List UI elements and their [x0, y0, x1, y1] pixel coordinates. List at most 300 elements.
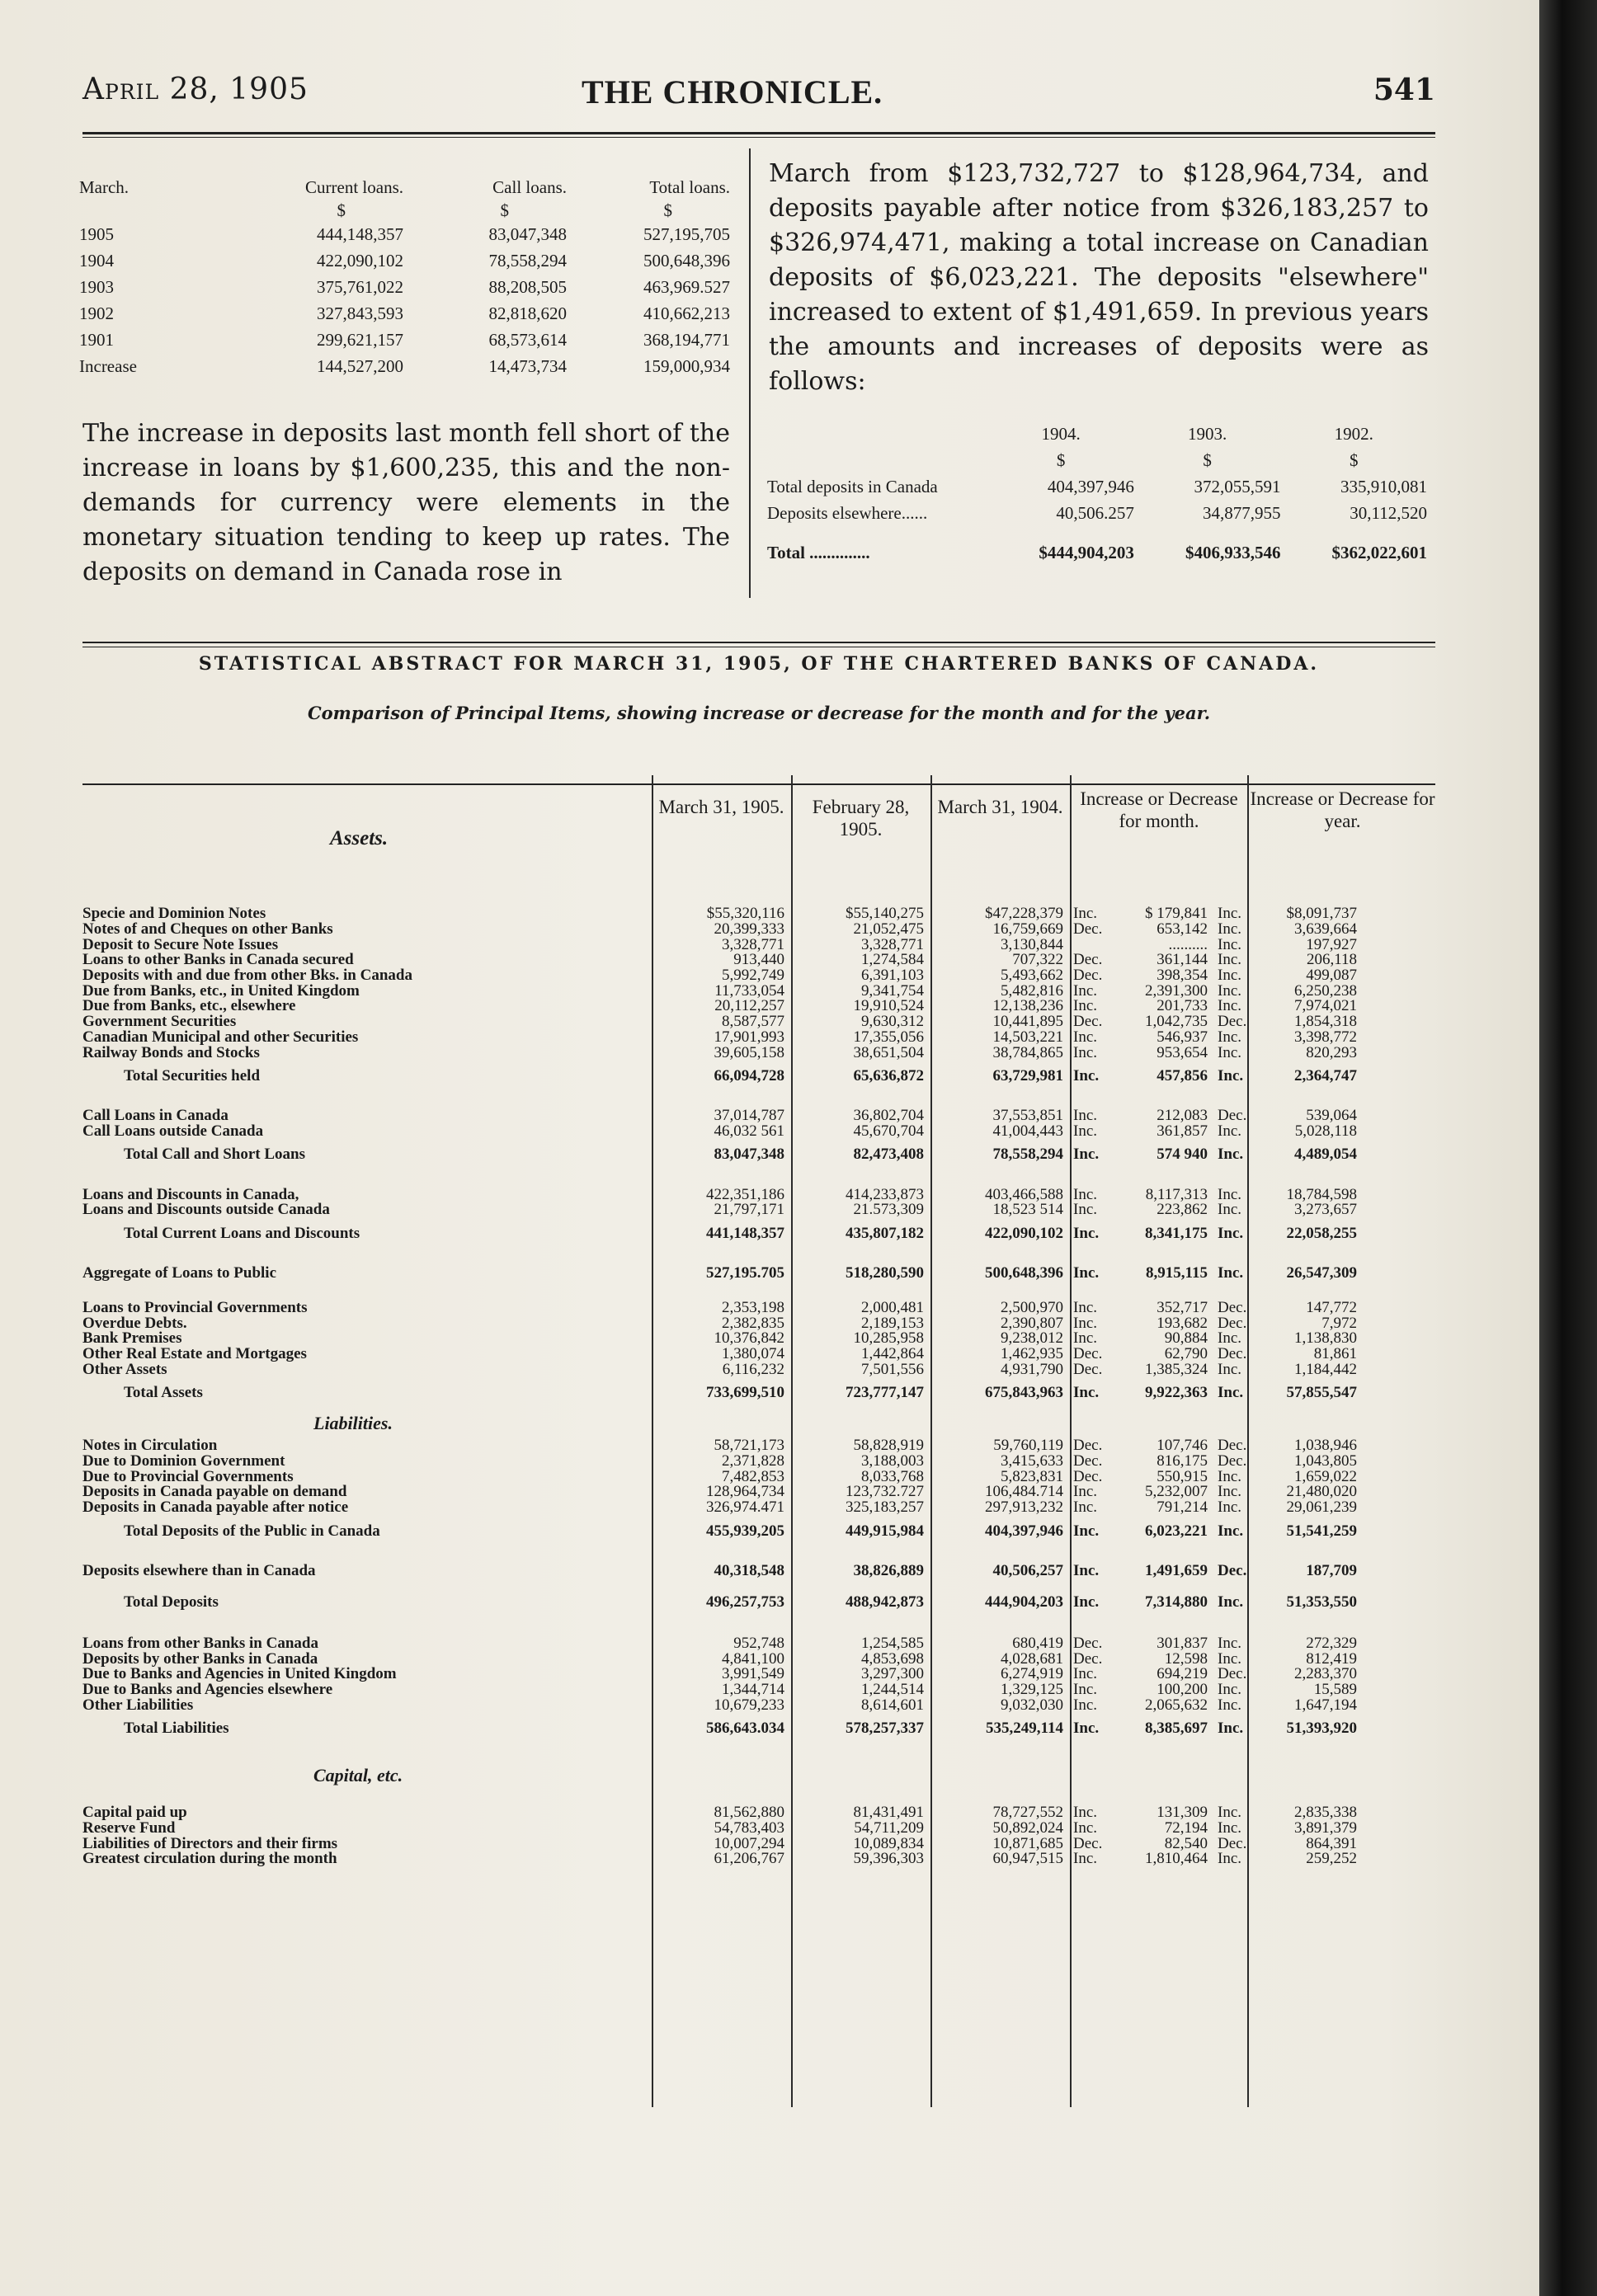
month-direction-cell: Inc. [1073, 1593, 1100, 1611]
total-row [82, 1713, 1435, 1744]
feb-1905-cell: 414,233,873 [846, 1185, 924, 1203]
feb-1905-cell: 45,670,704 [853, 1122, 924, 1140]
mar-1904-cell: 14,503,221 [992, 1028, 1063, 1046]
year-direction-cell: Dec. [1218, 1013, 1247, 1031]
header-cell: Total loans. [649, 176, 730, 197]
year-change-cell: 1,659,022 [1294, 1467, 1357, 1485]
table-row [82, 1818, 1435, 1837]
month-direction-cell: Inc. [1073, 905, 1098, 923]
col-header-feb1905: February 28, 1905. [812, 797, 910, 840]
table-row [767, 500, 1427, 526]
year-change-cell: 2,364,747 [1294, 1066, 1357, 1084]
mar-1904-cell: 59,760,119 [993, 1437, 1063, 1455]
feb-1905-cell: 1,254,585 [861, 1634, 924, 1652]
month-direction-cell: Inc. [1073, 1263, 1100, 1282]
row-label: Deposits elsewhere...... [767, 502, 928, 523]
feb-1905-cell: 21.573,309 [853, 1201, 924, 1219]
mar-1904-cell: 3,130,844 [1001, 935, 1063, 953]
mar-1904-cell: 10,441,895 [992, 1013, 1063, 1031]
feb-1905-cell: 59,396,303 [853, 1850, 924, 1868]
mar-1905-cell: 8,587,577 [722, 1013, 784, 1031]
year-change-cell: 197,927 [1306, 935, 1357, 953]
total-row [82, 1587, 1435, 1618]
value-cell: 30,112,520 [1350, 502, 1428, 523]
row-label: Other Assets [82, 1360, 167, 1378]
mar-1904-cell: 5,823,831 [1001, 1467, 1063, 1485]
year-direction-cell: Inc. [1218, 1483, 1242, 1501]
header-cell: Call loans. [492, 176, 567, 197]
year-change-cell: 51,393,920 [1286, 1719, 1357, 1737]
month-direction-cell: Inc. [1073, 1314, 1098, 1332]
mar-1904-cell: 707,322 [1012, 951, 1063, 969]
year-direction-cell: Inc. [1218, 1804, 1242, 1822]
section-rule [82, 642, 1435, 643]
month-change-cell: 361,857 [1157, 1122, 1208, 1140]
col-header-month-change: Increase or Decrease for month. [1080, 788, 1238, 831]
feb-1905-cell: 81,431,491 [853, 1804, 924, 1822]
paragraph-text: March from $123,732,727 to $128,964,734, and deposits payable after notice from $326,183,257 to $326,974,471, making a total increase on Canadian deposits of $6,023,221. The deposits "elsewhere" increased to extent of $1,491,659. In previous years the amounts and increases of deposits were as follows: [769, 159, 1429, 396]
feb-1905-cell: 10,285,958 [853, 1329, 924, 1348]
year-direction-cell: Inc. [1218, 1146, 1244, 1164]
feb-1905-cell: 518,280,590 [846, 1263, 924, 1282]
year-direction-cell: Dec. [1218, 1561, 1247, 1579]
month-change-cell: 574 940 [1157, 1146, 1208, 1164]
table-row [82, 1651, 1435, 1667]
mar-1905-cell: 913,440 [733, 951, 784, 969]
year-change-cell: 187,709 [1306, 1561, 1357, 1579]
mar-1905-cell: 952,748 [733, 1634, 784, 1652]
year-direction-cell: Inc. [1218, 1043, 1242, 1061]
row-label: Loans and Discounts outside Canada [82, 1201, 330, 1219]
row-label: Loans and Discounts in Canada, [82, 1185, 299, 1203]
value-cell: $406,933,546 [1185, 542, 1281, 562]
table-row [82, 999, 1435, 1014]
value-cell: 372,055,591 [1194, 476, 1281, 496]
mar-1904-cell: 9,238,012 [1001, 1329, 1063, 1348]
table-row [767, 473, 1427, 500]
feb-1905-cell: 38,826,889 [853, 1561, 924, 1579]
table-row [82, 1331, 1435, 1347]
table-row [82, 1667, 1435, 1682]
total-loans-cell: 410,662,213 [643, 303, 730, 323]
row-label: Liabilities of Directors and their firms [82, 1834, 338, 1852]
year-direction-cell: Inc. [1218, 997, 1242, 1015]
table-row [82, 1805, 1435, 1821]
total-loans-cell: 159,000,934 [643, 355, 730, 376]
table-row [82, 1836, 1435, 1851]
liabilities-heading: Liabilities. [313, 1413, 393, 1434]
call-loans-cell: 88,208,505 [488, 276, 567, 297]
call-loans-cell: 83,047,348 [488, 223, 567, 244]
table-row [82, 1851, 1435, 1867]
month-change-cell: 653,142 [1157, 920, 1208, 939]
month-change-cell: 398,354 [1157, 967, 1208, 985]
mar-1904-cell: 680,419 [1012, 1634, 1063, 1652]
total-row [82, 1218, 1435, 1249]
month-change-cell: 62,790 [1164, 1345, 1208, 1363]
year-direction-cell: Inc. [1218, 1066, 1244, 1084]
feb-1905-cell: 19,910,524 [853, 997, 924, 1015]
feb-1905-cell: 10,089,834 [853, 1834, 924, 1852]
mar-1904-cell: 500,648,396 [985, 1263, 1063, 1282]
mar-1904-cell: 10,871,685 [992, 1834, 1063, 1852]
row-label: Government Securities [82, 1013, 237, 1031]
row-spacer [82, 1618, 1435, 1636]
mar-1905-cell: 441,148,357 [706, 1224, 784, 1242]
month-direction-cell: Dec. [1073, 967, 1103, 985]
month-change-cell: 352,717 [1157, 1298, 1208, 1316]
row-label: Total Current Loans and Discounts [124, 1224, 360, 1242]
month-direction-cell: Dec. [1073, 1649, 1103, 1668]
year-direction-cell: Inc. [1218, 1224, 1244, 1242]
mar-1905-cell: 10,376,842 [714, 1329, 784, 1348]
month-change-cell: 223,862 [1157, 1201, 1208, 1219]
mar-1905-cell: $55,320,116 [706, 905, 784, 923]
mar-1905-cell: 4,841,100 [722, 1649, 784, 1668]
table-row [82, 1347, 1435, 1362]
assets-heading: Assets. [330, 827, 389, 849]
year-direction-cell: Dec. [1218, 1107, 1247, 1125]
year-change-cell: 1,038,946 [1294, 1437, 1357, 1455]
month-direction-cell: Inc. [1073, 1122, 1098, 1140]
loans-table [79, 175, 731, 379]
month-direction-cell: Inc. [1073, 1719, 1100, 1737]
table-top-rule [82, 783, 1435, 785]
year-change-cell: 272,329 [1306, 1634, 1357, 1652]
month-change-cell: 301,837 [1157, 1634, 1208, 1652]
month-direction-cell: Inc. [1073, 1665, 1098, 1683]
month-change-cell: 107,746 [1157, 1437, 1208, 1455]
month-change-cell: 1,810,464 [1145, 1850, 1208, 1868]
year-direction-cell: Dec. [1218, 1314, 1247, 1332]
row-label: Loans from other Banks in Canada [82, 1634, 318, 1652]
row-label: Deposit to Secure Note Issues [82, 935, 279, 953]
row-spacer [82, 1092, 1435, 1108]
month-change-cell: 1,491,659 [1145, 1561, 1208, 1579]
feb-1905-cell: 82,473,408 [853, 1146, 924, 1164]
row-label: Due to Banks and Agencies in United Kingdom [82, 1665, 397, 1683]
mar-1904-cell: 3,415,633 [1001, 1452, 1063, 1470]
feb-1905-cell: 3,188,003 [861, 1452, 924, 1470]
feb-1905-cell: 4,853,698 [861, 1649, 924, 1668]
feb-1905-cell: 21,052,475 [853, 920, 924, 939]
year-change-cell: 1,647,194 [1294, 1696, 1357, 1714]
month-change-cell: 8,117,313 [1145, 1185, 1208, 1203]
month-direction-cell: Inc. [1073, 1680, 1098, 1698]
row-label: Total Securities held [124, 1066, 261, 1084]
statistical-abstract-table [82, 788, 1435, 1867]
year-direction-cell: Inc. [1218, 1850, 1242, 1868]
month-change-cell: 816,175 [1157, 1452, 1208, 1470]
row-label: Due to Dominion Government [82, 1452, 285, 1470]
month-direction-cell: Inc. [1073, 1028, 1098, 1046]
month-change-cell: 9,922,363 [1145, 1384, 1208, 1402]
mar-1904-cell: 5,482,816 [1001, 981, 1063, 1000]
row-label: Due to Banks and Agencies elsewhere [82, 1680, 333, 1698]
table-row [79, 300, 731, 327]
mar-1905-cell: 1,344,714 [722, 1680, 784, 1698]
current-loans-cell: 327,843,593 [317, 303, 403, 323]
year-direction-cell: Inc. [1218, 951, 1242, 969]
table-row [82, 1298, 1435, 1316]
mar-1904-cell: 675,843,963 [985, 1384, 1063, 1402]
year-direction-cell: Inc. [1218, 1649, 1242, 1668]
year-cell: 1902. [1334, 423, 1373, 444]
year-change-cell: 206,118 [1306, 951, 1357, 969]
mar-1904-cell: 422,090,102 [985, 1224, 1063, 1242]
month-direction-cell: Dec. [1073, 1013, 1103, 1031]
month-direction-cell: Inc. [1073, 1066, 1100, 1084]
mar-1905-cell: 46,032 561 [714, 1122, 784, 1140]
month-direction-cell: Dec. [1073, 920, 1103, 939]
unit-cell: $ [663, 200, 672, 220]
table-row [79, 221, 731, 247]
mar-1904-cell: 50,892,024 [992, 1818, 1063, 1837]
row-label: Call Loans in Canada [82, 1107, 228, 1125]
year-change-cell: 812,419 [1306, 1649, 1357, 1668]
year-direction-cell: Inc. [1218, 1467, 1242, 1485]
table-row [79, 274, 731, 300]
month-change-cell: 5,232,007 [1145, 1483, 1208, 1501]
col-header-mar1905: March 31, 1905. [658, 797, 784, 817]
year-change-cell: 26,547,309 [1286, 1263, 1357, 1282]
year-direction-cell: Dec. [1218, 1665, 1247, 1683]
table-row [82, 1484, 1435, 1500]
row-label: Total Liabilities [124, 1719, 229, 1737]
year-change-cell: $8,091,737 [1286, 905, 1357, 923]
mar-1905-cell: 422,351,186 [706, 1185, 784, 1203]
mar-1904-cell: 1,329,125 [1001, 1680, 1063, 1698]
month-change-cell: 2,065,632 [1145, 1696, 1208, 1714]
article-paragraph-left [82, 416, 730, 590]
year-change-cell: 3,398,772 [1294, 1028, 1357, 1046]
month-direction-cell: Inc. [1073, 1224, 1100, 1242]
month-direction-cell: Inc. [1073, 1298, 1098, 1316]
year-direction-cell: Inc. [1218, 1818, 1242, 1837]
table-row [82, 1202, 1435, 1218]
total-row [82, 1139, 1435, 1170]
feb-1905-cell: 9,341,754 [861, 981, 924, 1000]
mar-1904-cell: 78,727,552 [992, 1804, 1063, 1822]
feb-1905-cell: 449,915,984 [846, 1522, 924, 1540]
feb-1905-cell: 123,732.727 [846, 1483, 924, 1501]
article-paragraph-right [769, 157, 1429, 399]
year-change-cell: 1,138,830 [1294, 1329, 1357, 1348]
mar-1905-cell: 586,643.034 [706, 1719, 784, 1737]
month-direction-cell: Inc. [1073, 1561, 1100, 1579]
row-label: 1903 [79, 276, 114, 297]
mar-1905-cell: 81,562,880 [714, 1804, 784, 1822]
table-row [82, 968, 1435, 984]
current-loans-cell: 444,148,357 [317, 223, 403, 244]
month-direction-cell: Inc. [1073, 1384, 1100, 1402]
feb-1905-cell: 2,189,153 [861, 1314, 924, 1332]
total-row [82, 1061, 1435, 1092]
month-change-cell: 90,884 [1164, 1329, 1208, 1348]
year-change-cell: 51,541,259 [1286, 1522, 1357, 1540]
table-row [79, 327, 731, 353]
value-cell: 335,910,081 [1340, 476, 1428, 496]
mar-1905-cell: 733,699,510 [706, 1384, 784, 1402]
month-direction-cell: Dec. [1073, 1345, 1103, 1363]
month-direction-cell: Inc. [1073, 981, 1098, 1000]
month-change-cell: 8,915,115 [1146, 1263, 1208, 1282]
loans-table-header [79, 175, 731, 200]
row-label: Total Deposits [124, 1593, 219, 1611]
month-direction-cell: Dec. [1073, 1467, 1103, 1485]
month-change-cell: 100,200 [1157, 1680, 1208, 1698]
row-label: Due from Banks, etc., in United Kingdom [82, 981, 360, 1000]
feb-1905-cell: 1,244,514 [861, 1680, 924, 1698]
value-cell: 40,506.257 [1056, 502, 1134, 523]
month-direction-cell: Dec. [1073, 1634, 1103, 1652]
column-divider [749, 148, 751, 598]
table-row [82, 1014, 1435, 1030]
year-direction-cell: Inc. [1218, 981, 1242, 1000]
year-change-cell: 1,184,442 [1294, 1360, 1357, 1378]
row-label: Deposits in Canada payable on demand [82, 1483, 347, 1501]
mar-1905-cell: 58,721,173 [714, 1437, 784, 1455]
mar-1904-cell: 4,931,790 [1001, 1360, 1063, 1378]
row-label: Other Liabilities [82, 1696, 194, 1714]
row-spacer [82, 1744, 1435, 1761]
mar-1904-cell: 12,138,236 [992, 997, 1063, 1015]
year-direction-cell: Inc. [1218, 920, 1242, 939]
row-label: Loans to other Banks in Canada secured [82, 951, 354, 969]
current-loans-cell: 144,527,200 [317, 355, 403, 376]
table-row [82, 1108, 1435, 1124]
month-change-cell: 1,042,735 [1145, 1013, 1208, 1031]
month-direction-cell: Inc. [1073, 1818, 1098, 1837]
row-label: Reserve Fund [82, 1818, 176, 1837]
table-row [82, 1030, 1435, 1046]
year-change-cell: 81,861 [1313, 1345, 1357, 1363]
year-change-cell: 15,589 [1313, 1680, 1357, 1698]
page-number: 541 [1373, 73, 1435, 107]
month-change-cell: 1,385,324 [1145, 1360, 1208, 1378]
row-label: Other Real Estate and Mortgages [82, 1345, 307, 1363]
table-row [82, 1438, 1435, 1454]
feb-1905-cell: 2,000,481 [861, 1298, 924, 1316]
mar-1904-cell: 16,759,669 [992, 920, 1063, 939]
feb-1905-cell: 1,442,864 [861, 1345, 924, 1363]
year-change-cell: 147,772 [1306, 1298, 1357, 1316]
year-change-cell: 820,293 [1306, 1043, 1357, 1061]
month-change-cell: 72,194 [1164, 1818, 1208, 1837]
mar-1904-cell: 41,004,443 [992, 1122, 1063, 1140]
month-direction-cell: Inc. [1073, 1850, 1098, 1868]
table-row [82, 1315, 1435, 1331]
month-change-cell: 953,654 [1157, 1043, 1208, 1061]
unit-cell: $ [337, 200, 346, 220]
mar-1905-cell: 39,605,158 [714, 1043, 784, 1061]
mar-1904-cell: 106,484.714 [985, 1483, 1063, 1501]
table-row [82, 922, 1435, 938]
header-cell: Current loans. [305, 176, 403, 197]
year-direction-cell: Dec. [1218, 1345, 1247, 1363]
total-loans-cell: 500,648,396 [643, 250, 730, 271]
feb-1905-cell: 8,614,601 [861, 1696, 924, 1714]
mar-1904-cell: 6,274,919 [1001, 1665, 1063, 1683]
feb-1905-cell: 8,033,768 [861, 1467, 924, 1485]
table-row [767, 539, 1427, 566]
year-direction-cell: Inc. [1218, 1634, 1242, 1652]
month-change-cell: 550,915 [1157, 1467, 1208, 1485]
mar-1904-cell: 5,493,662 [1001, 967, 1063, 985]
row-label: Bank Premises [82, 1329, 182, 1348]
table-row [82, 1697, 1435, 1713]
mar-1905-cell: 2,371,828 [722, 1452, 784, 1470]
table-row [82, 1362, 1435, 1377]
month-change-cell: 361,144 [1157, 951, 1208, 969]
month-direction-cell: Dec. [1073, 1437, 1103, 1455]
month-direction-cell: Inc. [1073, 1483, 1098, 1501]
mar-1905-cell: 10,679,233 [714, 1696, 784, 1714]
total-loans-cell: 463,969.527 [643, 276, 730, 297]
year-direction-cell: Inc. [1218, 1499, 1242, 1517]
total-row [82, 1555, 1435, 1587]
year-direction-cell: Inc. [1218, 1028, 1242, 1046]
year-change-cell: 259,252 [1306, 1850, 1357, 1868]
mar-1905-cell: 83,047,348 [714, 1146, 784, 1164]
table-row [82, 906, 1435, 922]
running-header [82, 73, 1435, 122]
current-loans-cell: 375,761,022 [317, 276, 403, 297]
month-direction-cell: Inc. [1073, 1185, 1098, 1203]
table-row [82, 983, 1435, 999]
feb-1905-cell: 3,297,300 [861, 1665, 924, 1683]
year-direction-cell: Inc. [1218, 1522, 1244, 1540]
capital-heading: Capital, etc. [313, 1764, 403, 1786]
year-change-cell: 2,835,338 [1294, 1804, 1357, 1822]
row-label: Overdue Debts. [82, 1314, 187, 1332]
year-direction-cell: Inc. [1218, 905, 1242, 923]
row-spacer [82, 1170, 1435, 1187]
header-cell: March. [79, 176, 130, 197]
mar-1904-cell: 2,390,807 [1001, 1314, 1063, 1332]
mar-1905-cell: 3,991,549 [722, 1665, 784, 1683]
feb-1905-cell: $55,140,275 [846, 905, 924, 923]
mar-1905-cell: 54,783,403 [714, 1818, 784, 1837]
unit-cell: $ [1349, 449, 1359, 470]
year-change-cell: 21,480,020 [1286, 1483, 1357, 1501]
row-label: 1901 [79, 329, 114, 350]
row-label: Notes in Circulation [82, 1437, 218, 1455]
unit-cell: $ [1056, 449, 1066, 470]
mar-1905-cell: 455,939,205 [706, 1522, 784, 1540]
year-direction-cell: Inc. [1218, 1360, 1242, 1378]
table-row [82, 1187, 1435, 1202]
row-label: Total Deposits of the Public in Canada [124, 1522, 380, 1540]
month-direction-cell: Inc. [1073, 1201, 1098, 1219]
current-loans-cell: 299,621,157 [317, 329, 403, 350]
mar-1904-cell: 444,904,203 [985, 1593, 1063, 1611]
year-direction-cell: Dec. [1218, 1437, 1247, 1455]
month-direction-cell: Inc. [1073, 1499, 1098, 1517]
table-row [82, 1500, 1435, 1516]
mar-1905-cell: 7,482,853 [722, 1467, 784, 1485]
year-change-cell: 539,064 [1306, 1107, 1357, 1125]
row-label: Capital paid up [82, 1804, 187, 1822]
mar-1904-cell: 40,506,257 [992, 1561, 1063, 1579]
feb-1905-cell: 17,355,056 [853, 1028, 924, 1046]
mar-1905-cell: 3,328,771 [722, 935, 784, 953]
month-direction-cell: Inc. [1073, 1522, 1100, 1540]
month-direction-cell: Inc. [1073, 1107, 1098, 1125]
mar-1905-cell: 5,992,749 [722, 967, 784, 985]
year-direction-cell: Inc. [1218, 935, 1242, 953]
row-label: Due from Banks, etc., elsewhere [82, 997, 296, 1015]
